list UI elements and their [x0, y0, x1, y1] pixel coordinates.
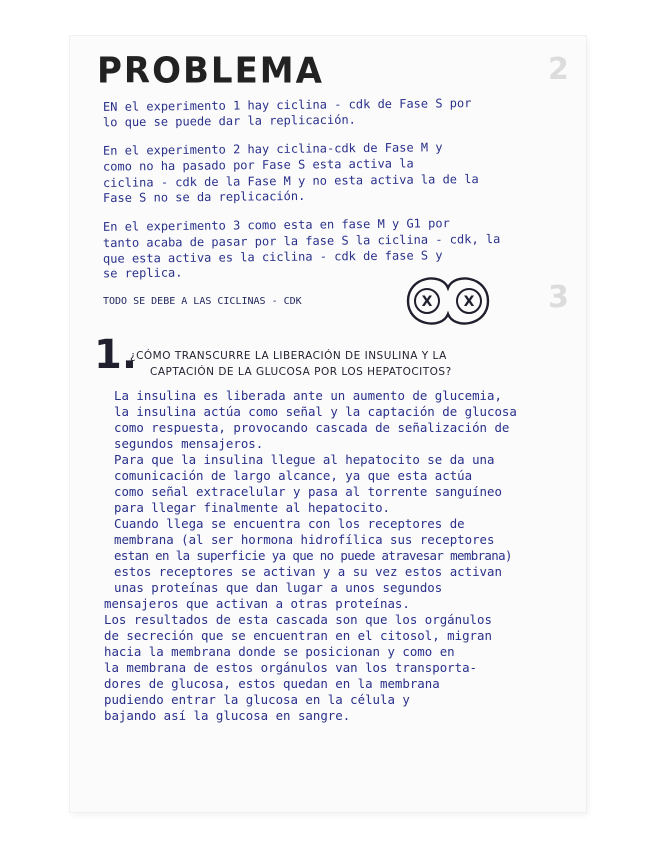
answer-line: Los resultados de esta cascada son que los orgánulos: [104, 612, 492, 627]
answer-line: bajando así la glucosa en sangre.: [104, 708, 351, 723]
answer-line: la membrana de estos orgánulos van los transporta-: [104, 660, 477, 675]
cell-division-diagram: [400, 268, 496, 334]
answer-line: pudiendo entrar la glucosa en la célula y: [104, 692, 410, 707]
answer-line: como respuesta, provocando cascada de señalización de: [114, 420, 510, 435]
answer-line: hacia la membrana donde se posicionan y como en: [104, 644, 455, 659]
question-number: 1.: [94, 332, 138, 378]
answer-line: para llegar finalmente al hepatocito.: [114, 500, 391, 515]
answer-line: La insulina es liberada ante un aumento de glucemia,: [114, 388, 502, 403]
answer-line: la insulina actúa como señal y la captación de glucosa: [114, 404, 517, 419]
answer-line: Cuando llega se encuentra con los receptores de: [114, 516, 465, 531]
answer-line: Para que la insulina llegue al hepatocito se da una: [114, 452, 495, 467]
answer-line: de secreción que se encuentran en el citosol, migran: [104, 628, 492, 643]
answer-line: estan en la superficie ya que no puede atravesar membrana): [114, 548, 512, 563]
bleed-through-number: 2: [548, 52, 569, 87]
answer-line: unas proteínas que dan lugar a unos segundos: [114, 580, 443, 595]
bleed-through-number: 3: [548, 280, 569, 315]
intro-line: ciclina - cdk de la Fase M y no esta activa la de la: [102, 172, 479, 190]
answer-line: dores de glucosa, estos quedan en la membrana: [104, 676, 440, 691]
intro-conclusion: TODO SE DEBE A LAS CICLINAS - CDK: [103, 296, 302, 307]
answer-line: comunicación de largo alcance, ya que esta actúa: [114, 468, 473, 483]
intro-line: como no ha pasado por Fase S esta activa la: [102, 156, 414, 174]
answer-line: membrana (al ser hormona hidrofílica sus receptores: [114, 532, 495, 547]
question-text-line: CAPTACIÓN DE LA GLUCOSA POR LOS HEPATOCITOS?: [150, 366, 452, 378]
answer-line: segundos mensajeros.: [114, 436, 264, 451]
intro-line: EN el experimento 1 hay ciclina - cdk de Fase S por: [102, 96, 472, 114]
intro-line: lo que se puede dar la replicación.: [102, 112, 356, 130]
intro-line: se replica.: [102, 265, 183, 281]
chromosome-left-label: X: [421, 294, 433, 310]
intro-line: Fase S no se da replicación.: [102, 188, 306, 206]
answer-line: como señal extracelular y pasa al torrente sanguíneo: [114, 484, 502, 499]
intro-line: En el experimento 2 hay ciclina-cdk de Fase M y: [102, 140, 443, 158]
page-title: PROBLEMA: [97, 50, 324, 92]
answer-line: mensajeros que activan a otras proteínas.: [104, 596, 410, 611]
question-text-line: ¿CÓMO TRANSCURRE LA LIBERACIÓN DE INSULINA Y LA: [130, 350, 447, 362]
intro-line: que esta activa es la ciclina - cdk de fase S y: [102, 248, 443, 266]
answer-line: estos receptores se activan y a su vez estos activan: [114, 564, 502, 579]
intro-line: En el experimento 3 como esta en fase M y G1 por: [102, 216, 450, 234]
intro-line: tanto acaba de pasar por la fase S la ciclina - cdk, la: [102, 231, 501, 251]
chromosome-right-label: X: [463, 294, 475, 310]
